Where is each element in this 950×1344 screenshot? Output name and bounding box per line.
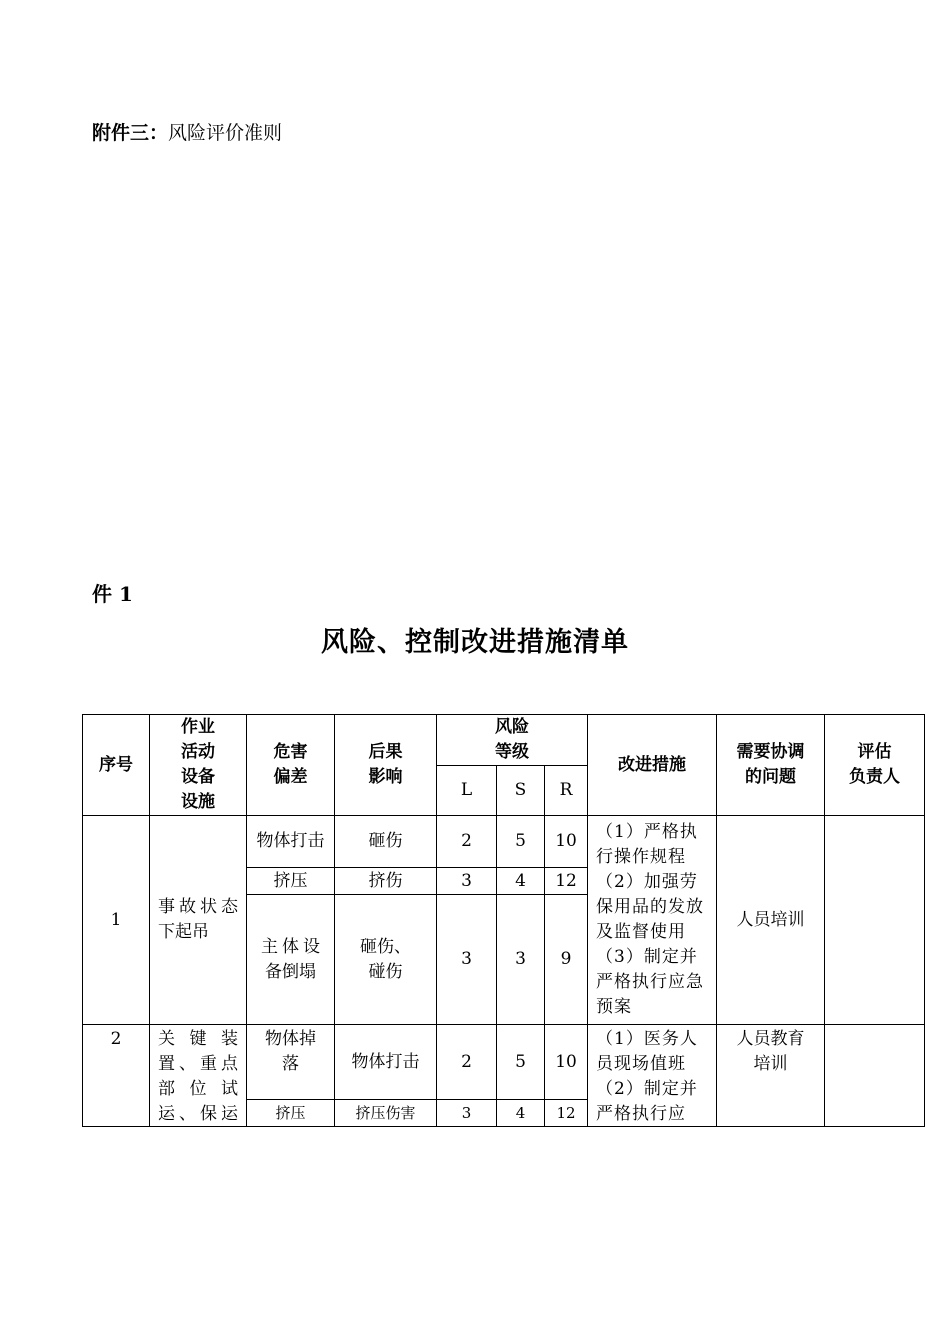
row1-coordination: 人员培训 [717,816,825,1025]
header-consequence: 后果 影响 [335,715,437,816]
header-R: R [545,766,588,816]
row2-consequence-1: 物体打击 [335,1025,437,1100]
risk-measures-table [82,714,925,1127]
row2-coordination: 人员教育培训 [717,1025,825,1127]
row2-measures [588,1025,717,1127]
header-S: S [497,766,545,816]
header-coordination: 需要协调 的问题 [717,715,825,816]
table-row [83,816,925,868]
row2-measures-text: （1）医务人员现场值班（2）制定并严格执行应 [596,1029,698,1124]
row1-R-2: 12 [545,868,588,895]
row1-S-1: 5 [497,816,545,868]
row2-R-1: 10 [545,1025,588,1100]
row1-S-2: 4 [497,868,545,895]
header-seq: 序号 [83,715,150,816]
header-responsible: 评估 负责人 [825,715,925,816]
header-measures: 改进措施 [588,715,717,816]
row1-consequence-2: 挤伤 [335,868,437,895]
row1-hazard-2: 挤压 [247,868,335,895]
attachment-heading [92,118,282,145]
row2-S-1: 5 [497,1025,545,1100]
row1-consequence-3: 砸伤、碰伤 [335,895,437,1025]
header-hazard: 危害 偏差 [247,715,335,816]
row1-L-2: 3 [437,868,497,895]
table-row [83,1025,925,1100]
header-L: L [437,766,497,816]
row1-L-1: 2 [437,816,497,868]
row1-R-3: 9 [545,895,588,1025]
row1-hazard-1: 物体打击 [247,816,335,868]
row2-L-1: 2 [437,1025,497,1100]
row2-hazard-1: 物体掉落 [247,1025,335,1100]
attachment-label: 附件三： [92,122,169,144]
piece-label: 件 1 [92,582,133,606]
row2-S-2: 4 [497,1100,545,1127]
row2-seq: 2 [83,1025,150,1127]
row1-hazard-3: 主体设备倒塌 [247,895,335,1025]
row2-L-2: 3 [437,1100,497,1127]
header-risk-level: 风险 等级 [437,715,588,766]
row2-consequence-2: 挤压伤害 [335,1100,437,1127]
row1-consequence-1: 砸伤 [335,816,437,868]
attachment-text: 风险评价准则 [168,122,283,144]
row1-R-1: 10 [545,816,588,868]
document-title: 风险、控制改进措施清单 [321,627,629,658]
row1-activity: 事故状态下起吊 [150,816,247,1025]
row2-responsible [825,1025,925,1127]
header-activity: 作业 活动 设备 设施 [150,715,247,816]
row2-activity [150,1025,247,1127]
row1-responsible [825,816,925,1025]
row2-activity-text: 关键装置、重点部位试运、保运 [158,1029,238,1124]
row1-S-3: 3 [497,895,545,1025]
row2-hazard-2: 挤压 [247,1100,335,1127]
row2-R-2: 12 [545,1100,588,1127]
row1-measures: （1）严格执行操作规程（2）加强劳保用品的发放及监督使用（3）制定并严格执行应急预案 [588,816,717,1025]
row1-seq: 1 [83,816,150,1025]
row1-L-3: 3 [437,895,497,1025]
